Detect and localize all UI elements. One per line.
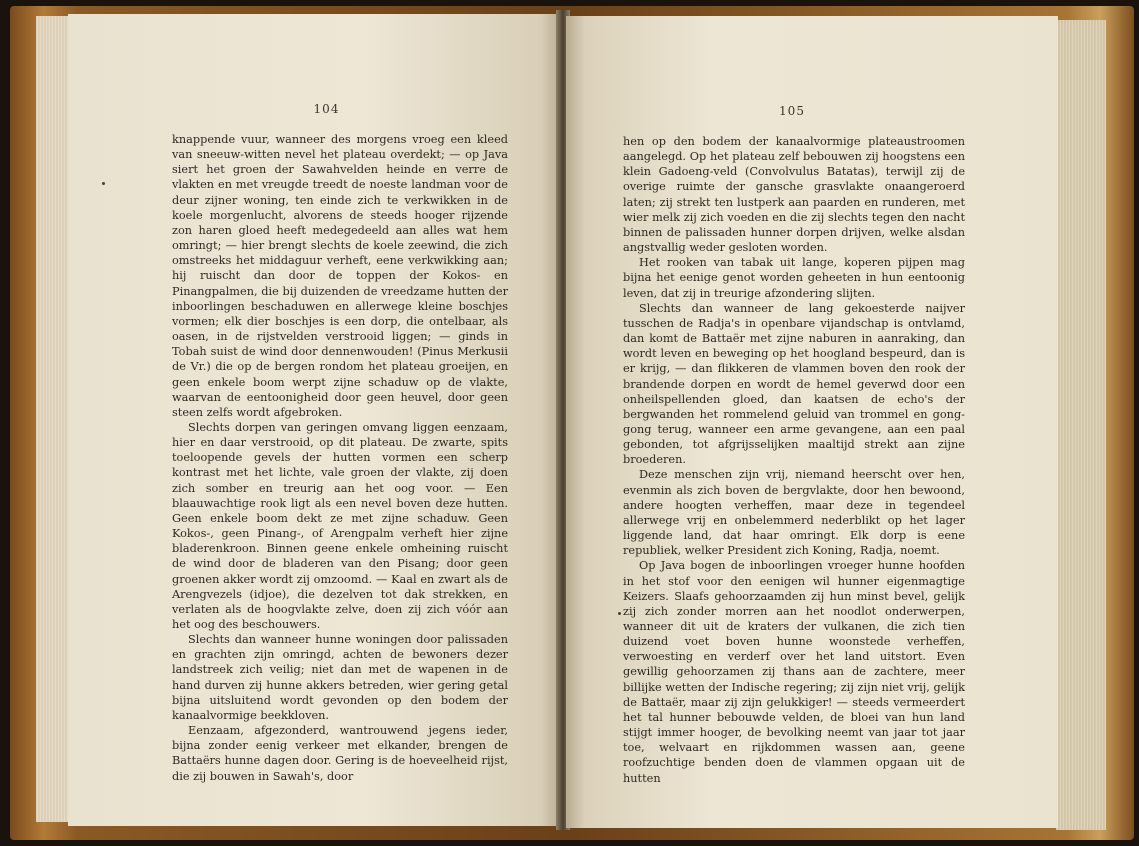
paragraph: Het rooken van tabak uit lange, koperen pijpen mag bijna het eenige genot worden geheeten in hun eentoonig leven, dat zij in treurige afzondering slijten. xyxy=(623,256,965,300)
paragraph: Op Java bogen de inboorlingen vroeger hunne hoofden in het stof voor den eenigen wil hunner eigenmagtige Keizers. Slaafs gehoorzaamden zij hun minst bevel, gelijk zij zich zonder morren aan het noodlot onderwerpen, wanneer dit uit de kraters der vulkanen, die zich tien duizend voet boven hunne woonstede verheffen, verwoesting en verderf over het land uitstort. Even gewillig gehoorzamen zij thans aan de zachtere, meer billijke wetten der Indische regering; zij zijn niet vrij, gelijk de Battaër, maar zij zijn gelukkiger! — steeds vermeerdert het tal hunner bebouwde velden, de bloei van hun land stijgt immer hooger, de bevolking neemt van jaar tot jaar toe, welvaart en rijkdommen wassen aan, geene roofzuchtige benden doen de vlammen opgaan uit de hutten xyxy=(623,559,965,785)
left-page-text xyxy=(172,132,508,784)
paragraph: Eenzaam, afgezonderd, wantrouwend jegens ieder, bijna zonder eenig verkeer met elkander, brengen de Battaërs hunne dagen door. Gering is de hoeveelheid rijst, die zij bouwen in Sawah's, door xyxy=(172,724,508,783)
paragraph: knappende vuur, wanneer des morgens vroeg een kleed van sneeuw-witten nevel het plateau overdekt; — op Java siert het groen der Sawahvelden heinde en verre de vlakten en met vreugde treedt de noeste landman voor de deur zijner woning, ten einde zich te verkwikken in de koele morgenlucht, alvorens de steeds hooger rijzende zon haren gloed heeft medegedeeld aan alles wat hem omringt; — hier brengt slechts de koele zeewind, die zich omstreeks het middaguur verheft, eene verkwikking aan; hij ruischt dan door de toppen der Kokos- en Pinangpalmen, die bij duizenden de vreedzame hutten der inboorlingen beschaduwen en allerwege kleine boschjes vormen; elk dier boschjes is een dorp, die ontelbaar, als oasen, in de rijstvelden verstrooid liggen; — ginds in Tobah suist de wind door dennenwouden! (Pinus Merkusii de Vr.) die op de bergen rondom het plateau groeijen, en geen enkele boom werpt zijne schaduw op de vlakte, waarvan de eentoonigheid door geen heuvel, door geen steen zelfs wordt afgebroken. xyxy=(172,133,508,419)
ink-speck xyxy=(102,182,105,185)
paragraph: hen op den bodem der kanaalvormige plateaustroomen aangelegd. Op het plateau zelf bebouwen zij hoogstens een klein Gadoeng-veld (Convolvulus Batatas), terwijl zij de overige ruimte der gansche grasvlakte onaangeroerd laten; zij strekt ten lustperk aan paarden en runderen, met wier melk zij zich voeden en die zij slechts tegen den nacht binnen de palissaden hunner dorpen drijven, welke alsdan angstvallig weder gesloten worden. xyxy=(623,135,965,255)
paragraph: Slechts dorpen van geringen omvang liggen eenzaam, hier en daar verstrooid, op dit plateau. De zwarte, spits toeloopende gevels der hutten vormen een scherp kontrast met het lichte, vale groen der vlakte, zij doen zich somber en treurig aan het oog voor. — Een blaauwachtige rook ligt als een nevel boven deze hutten. Geen enkele boom dekt ze met zijne schaduw. Geen Kokos-, geen Pinang-, of Arengpalm verheft hier zijne bladerenkroon. Binnen geene enkele omheining ruischt de wind door de bladeren van den Pisang; door geen groenen akker wordt zij omzoomd. — Kaal en zwart als de Arengvezels (idjoe), die dezelven tot dak strekken, en verlaten als de hoogvlakte zelve, doen zij zich vóór aan het oog des beschouwers. xyxy=(172,420,508,631)
page-number-right: 105 xyxy=(779,104,805,118)
left-page xyxy=(68,14,560,826)
right-page xyxy=(566,16,1058,828)
ink-speck xyxy=(618,612,621,615)
page-edges-right xyxy=(1056,20,1106,830)
right-page-text xyxy=(623,134,965,786)
paragraph: Slechts dan wanneer hunne woningen door palissaden en grachten zijn omringd, achten de bewoners dezer landstreek zich veilig; niet dan met de wapenen in de hand durven zij hunne akkers betreden, wier gering getal bijna uitsluitend wordt gevonden op den bodem der kanaalvormige beekkloven. xyxy=(172,633,508,722)
paragraph: Slechts dan wanneer de lang gekoesterde naijver tusschen de Radja's in openbare vijandschap is ontvlamd, dan komt de Battaër met zijne naburen in aanraking, dan wordt leven en beweging op het hoogland bespeurd, dan is er krijg, — dan flikkeren de vlammen boven den rook der brandende dorpen en wordt de hemel geverwd door een onheilspellenden gloed, dan kaatsen de echo's der bergwanden het rommelend geluid van trommel en gong-gong terug, wanneer een arme gevangene, aan een paal gebonden, tot afgrijsselijken maaltijd strekt aan zijne broederen. xyxy=(623,301,965,467)
paragraph: Deze menschen zijn vrij, niemand heerscht over hen, evenmin als zich boven de bergvlakte, door hen bewoond, andere hoogten verheffen, maar deze in tegendeel allerwege vrij en onbelemmerd nederblikt op het lager liggende land, dat haar omringt. Elk dorp is eene republiek, welker President zich Koning, Radja, noemt. xyxy=(623,468,965,558)
page-number-left: 104 xyxy=(313,102,340,116)
